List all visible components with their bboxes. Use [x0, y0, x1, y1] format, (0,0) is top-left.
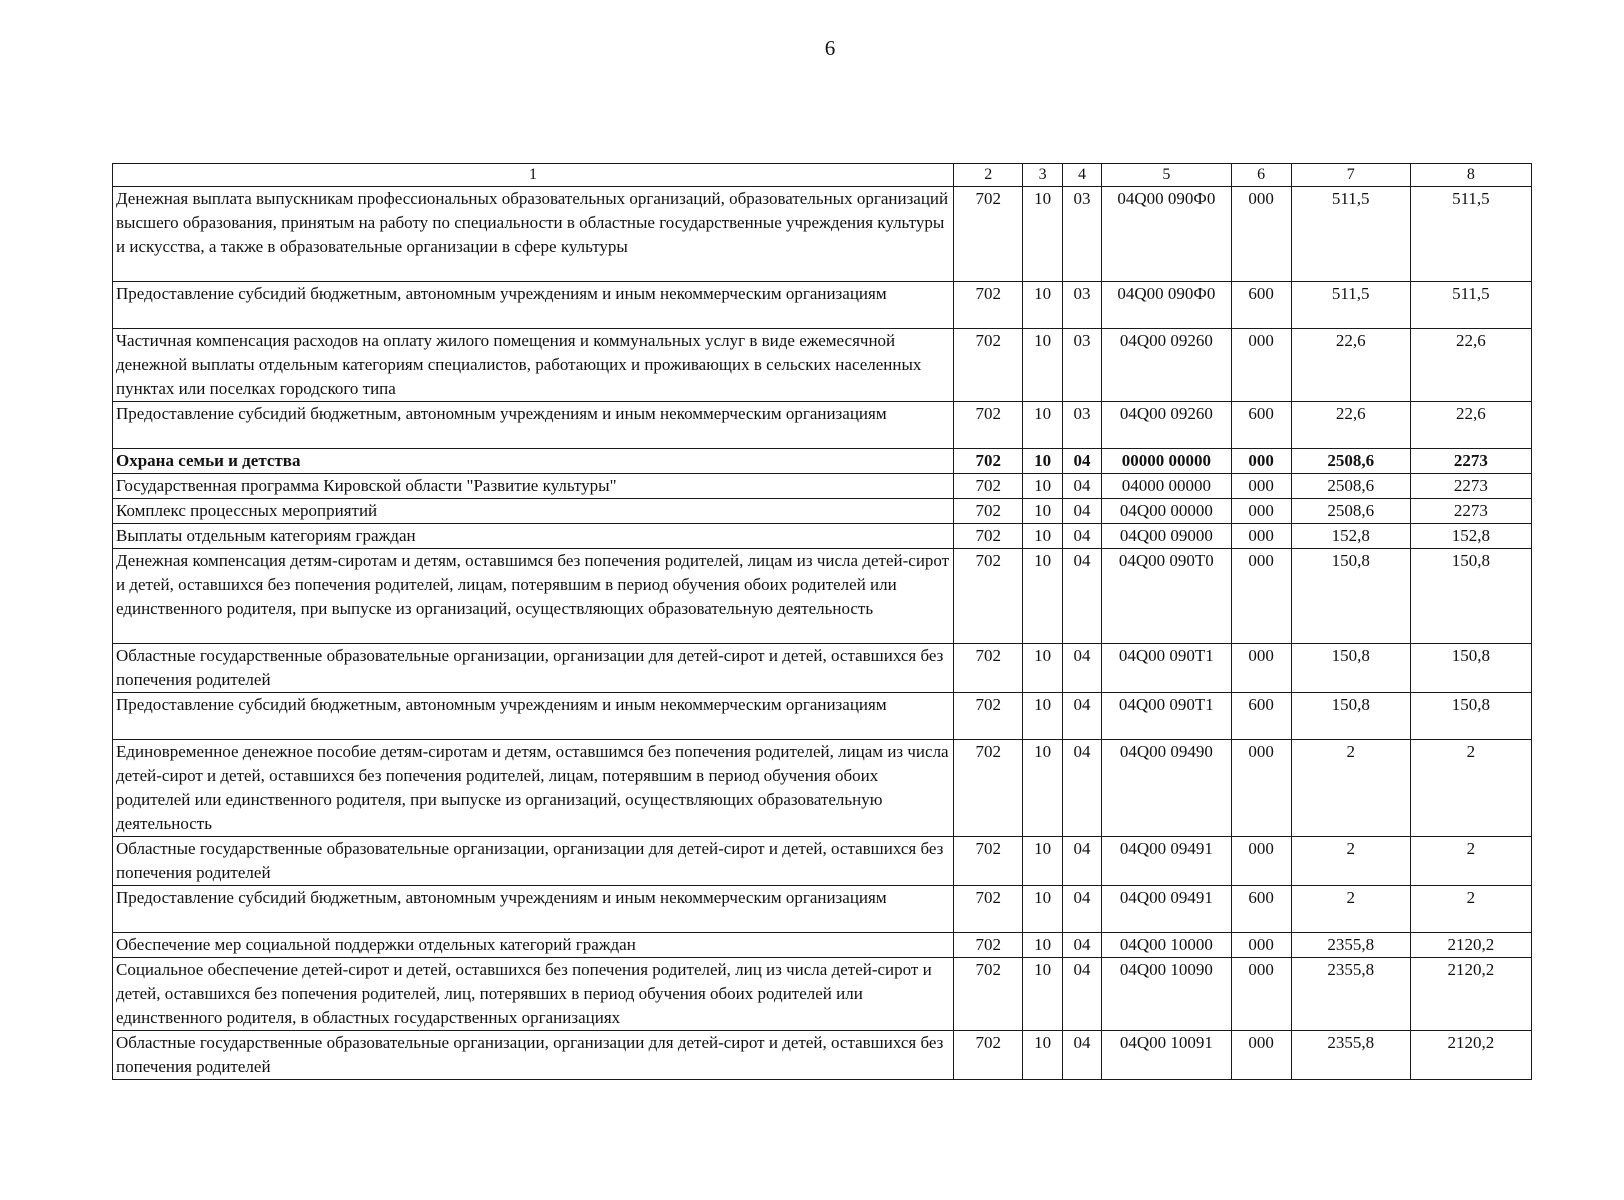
amount-col-8: 2	[1410, 886, 1531, 933]
amount-col-8: 2273	[1410, 449, 1531, 474]
amount-col-7: 511,5	[1291, 187, 1410, 282]
col-4-value: 04	[1062, 644, 1101, 693]
amount-col-7: 2508,6	[1291, 474, 1410, 499]
amount-col-8: 150,8	[1410, 644, 1531, 693]
item-name: Областные государственные образовательные организации, организации для детей-сирот и детей, оставшихся без попечения родителей	[113, 1031, 954, 1080]
item-name: Предоставление субсидий бюджетным, автономным учреждениям и иным некоммерческим организациям	[113, 282, 954, 329]
amount-col-8: 2120,2	[1410, 1031, 1531, 1080]
amount-col-8: 22,6	[1410, 329, 1531, 402]
amount-col-7: 511,5	[1291, 282, 1410, 329]
col-2-value: 702	[954, 958, 1023, 1031]
item-name: Денежная выплата выпускникам профессиональных образовательных организаций, образовательных организаций высшего образования, принятым на работу по специальности в областные государственные учреждения культуры и искусства, а также в образовательные организации в сфере культуры	[113, 187, 954, 282]
col-3-value: 10	[1023, 449, 1062, 474]
amount-col-8: 152,8	[1410, 524, 1531, 549]
col-2-value: 702	[954, 644, 1023, 693]
table-row	[113, 644, 1532, 693]
code-value: 04Q00 09000	[1102, 524, 1231, 549]
col-3-value: 10	[1023, 644, 1062, 693]
col-6-value: 000	[1231, 933, 1291, 958]
col-2-value: 702	[954, 187, 1023, 282]
col-2-value: 702	[954, 1031, 1023, 1080]
item-name: Выплаты отдельным категориям граждан	[113, 524, 954, 549]
table-body	[113, 164, 1532, 1080]
col-4-value: 04	[1062, 499, 1101, 524]
col-2-value: 702	[954, 329, 1023, 402]
col-4-value: 04	[1062, 886, 1101, 933]
code-value: 04Q00 090Ф0	[1102, 187, 1231, 282]
code-value: 04Q00 10090	[1102, 958, 1231, 1031]
col-4-value: 04	[1062, 524, 1101, 549]
item-name: Обеспечение мер социальной поддержки отдельных категорий граждан	[113, 933, 954, 958]
column-header-5: 5	[1102, 164, 1231, 187]
amount-col-8: 2273	[1410, 499, 1531, 524]
col-2-value: 702	[954, 549, 1023, 644]
amount-col-7: 150,8	[1291, 549, 1410, 644]
table-row	[113, 474, 1532, 499]
col-2-value: 702	[954, 740, 1023, 837]
col-3-value: 10	[1023, 1031, 1062, 1080]
col-2-value: 702	[954, 402, 1023, 449]
amount-col-7: 2	[1291, 886, 1410, 933]
code-value: 04Q00 00000	[1102, 499, 1231, 524]
code-value: 04Q00 10000	[1102, 933, 1231, 958]
col-4-value: 03	[1062, 282, 1101, 329]
col-4-value: 04	[1062, 1031, 1101, 1080]
column-header-row	[113, 164, 1532, 187]
code-value: 04Q00 09490	[1102, 740, 1231, 837]
table-row	[113, 549, 1532, 644]
table-row	[113, 693, 1532, 740]
table-row	[113, 958, 1532, 1031]
col-4-value: 04	[1062, 474, 1101, 499]
col-6-value: 000	[1231, 740, 1291, 837]
amount-col-8: 2	[1410, 740, 1531, 837]
column-header-3: 3	[1023, 164, 1062, 187]
col-2-value: 702	[954, 282, 1023, 329]
col-6-value: 000	[1231, 958, 1291, 1031]
col-4-value: 04	[1062, 449, 1101, 474]
col-4-value: 03	[1062, 402, 1101, 449]
amount-col-7: 2355,8	[1291, 933, 1410, 958]
col-4-value: 04	[1062, 933, 1101, 958]
col-4-value: 04	[1062, 958, 1101, 1031]
column-header-6: 6	[1231, 164, 1291, 187]
item-name: Областные государственные образовательные организации, организации для детей-сирот и детей, оставшихся без попечения родителей	[113, 644, 954, 693]
col-6-value: 000	[1231, 499, 1291, 524]
amount-col-7: 2	[1291, 837, 1410, 886]
item-name: Предоставление субсидий бюджетным, автономным учреждениям и иным некоммерческим организациям	[113, 886, 954, 933]
amount-col-7: 2355,8	[1291, 958, 1410, 1031]
col-6-value: 000	[1231, 837, 1291, 886]
amount-col-7: 2355,8	[1291, 1031, 1410, 1080]
code-value: 04Q00 09491	[1102, 886, 1231, 933]
table-row	[113, 187, 1532, 282]
col-6-value: 000	[1231, 449, 1291, 474]
col-3-value: 10	[1023, 693, 1062, 740]
code-value: 04Q00 10091	[1102, 1031, 1231, 1080]
col-4-value: 04	[1062, 837, 1101, 886]
item-name: Социальное обеспечение детей-сирот и детей, оставшихся без попечения родителей, лиц из числа детей-сирот и детей, оставшихся без попечения родителей, лиц, потерявших в период обучения обоих родителей или единственного родителя, в областных государственных организациях	[113, 958, 954, 1031]
col-3-value: 10	[1023, 474, 1062, 499]
col-3-value: 10	[1023, 837, 1062, 886]
code-value: 04Q00 09260	[1102, 402, 1231, 449]
amount-col-8: 511,5	[1410, 282, 1531, 329]
col-3-value: 10	[1023, 499, 1062, 524]
col-6-value: 600	[1231, 886, 1291, 933]
amount-col-7: 152,8	[1291, 524, 1410, 549]
code-value: 04Q00 090T0	[1102, 549, 1231, 644]
col-6-value: 600	[1231, 282, 1291, 329]
amount-col-8: 2120,2	[1410, 958, 1531, 1031]
budget-table	[112, 163, 1532, 1080]
col-3-value: 10	[1023, 958, 1062, 1031]
column-header-4: 4	[1062, 164, 1101, 187]
col-6-value: 000	[1231, 524, 1291, 549]
column-header-8: 8	[1410, 164, 1531, 187]
code-value: 04Q00 090T1	[1102, 693, 1231, 740]
code-value: 04000 00000	[1102, 474, 1231, 499]
amount-col-8: 150,8	[1410, 693, 1531, 740]
amount-col-8: 22,6	[1410, 402, 1531, 449]
amount-col-7: 2508,6	[1291, 499, 1410, 524]
item-name: Охрана семьи и детства	[113, 449, 954, 474]
col-2-value: 702	[954, 837, 1023, 886]
table-row	[113, 402, 1532, 449]
table-row	[113, 837, 1532, 886]
col-2-value: 702	[954, 933, 1023, 958]
amount-col-7: 150,8	[1291, 693, 1410, 740]
col-3-value: 10	[1023, 329, 1062, 402]
table-row	[113, 499, 1532, 524]
amount-col-7: 2508,6	[1291, 449, 1410, 474]
col-2-value: 702	[954, 693, 1023, 740]
col-6-value: 600	[1231, 402, 1291, 449]
code-value: 04Q00 09260	[1102, 329, 1231, 402]
col-6-value: 000	[1231, 1031, 1291, 1080]
col-3-value: 10	[1023, 187, 1062, 282]
amount-col-7: 2	[1291, 740, 1410, 837]
col-6-value: 000	[1231, 329, 1291, 402]
col-2-value: 702	[954, 449, 1023, 474]
amount-col-8: 150,8	[1410, 549, 1531, 644]
amount-col-7: 22,6	[1291, 329, 1410, 402]
page-number: 6	[824, 36, 836, 60]
table-row	[113, 1031, 1532, 1080]
col-4-value: 03	[1062, 329, 1101, 402]
col-4-value: 04	[1062, 740, 1101, 837]
amount-col-8: 511,5	[1410, 187, 1531, 282]
item-name: Государственная программа Кировской области "Развитие культуры"	[113, 474, 954, 499]
code-value: 04Q00 09491	[1102, 837, 1231, 886]
table-row	[113, 282, 1532, 329]
column-header-1: 1	[113, 164, 954, 187]
col-4-value: 03	[1062, 187, 1101, 282]
item-name: Областные государственные образовательные организации, организации для детей-сирот и детей, оставшихся без попечения родителей	[113, 837, 954, 886]
col-2-value: 702	[954, 499, 1023, 524]
column-header-2: 2	[954, 164, 1023, 187]
col-3-value: 10	[1023, 402, 1062, 449]
item-name: Предоставление субсидий бюджетным, автономным учреждениям и иным некоммерческим организациям	[113, 402, 954, 449]
table-row	[113, 524, 1532, 549]
table-row	[113, 449, 1532, 474]
col-3-value: 10	[1023, 549, 1062, 644]
col-6-value: 600	[1231, 693, 1291, 740]
col-4-value: 04	[1062, 549, 1101, 644]
col-2-value: 702	[954, 886, 1023, 933]
amount-col-8: 2	[1410, 837, 1531, 886]
table-row	[113, 740, 1532, 837]
item-name: Денежная компенсация детям-сиротам и детям, оставшимся без попечения родителей, лицам из числа детей-сирот и детей, оставшихся без попечения родителей, лицам, потерявшим в период обучения обоих родителей или единственного родителя, при выпуске из организаций, осуществляющих образовательную деятельность	[113, 549, 954, 644]
table-row	[113, 329, 1532, 402]
amount-col-8: 2120,2	[1410, 933, 1531, 958]
column-header-7: 7	[1291, 164, 1410, 187]
code-value: 04Q00 090Ф0	[1102, 282, 1231, 329]
col-3-value: 10	[1023, 282, 1062, 329]
item-name: Частичная компенсация расходов на оплату жилого помещения и коммунальных услуг в виде ежемесячной денежной выплаты отдельным категориям специалистов, работающих и проживающих в сельских населенных пунктах или поселках городского типа	[113, 329, 954, 402]
amount-col-7: 22,6	[1291, 402, 1410, 449]
col-3-value: 10	[1023, 524, 1062, 549]
col-6-value: 000	[1231, 474, 1291, 499]
col-6-value: 000	[1231, 644, 1291, 693]
col-3-value: 10	[1023, 933, 1062, 958]
amount-col-8: 2273	[1410, 474, 1531, 499]
code-value: 00000 00000	[1102, 449, 1231, 474]
col-2-value: 702	[954, 474, 1023, 499]
col-6-value: 000	[1231, 549, 1291, 644]
col-3-value: 10	[1023, 740, 1062, 837]
col-3-value: 10	[1023, 886, 1062, 933]
col-6-value: 000	[1231, 187, 1291, 282]
item-name: Единовременное денежное пособие детям-сиротам и детям, оставшимся без попечения родителей, лицам из числа детей-сирот и детей, оставшихся без попечения родителей, лицам, потерявшим в период обучения обоих родителей или единственного родителя, при выпуске из организаций, осуществляющих образовательную деятельность	[113, 740, 954, 837]
table-row	[113, 933, 1532, 958]
col-4-value: 04	[1062, 693, 1101, 740]
col-2-value: 702	[954, 524, 1023, 549]
item-name: Предоставление субсидий бюджетным, автономным учреждениям и иным некоммерческим организациям	[113, 693, 954, 740]
table-row	[113, 886, 1532, 933]
amount-col-7: 150,8	[1291, 644, 1410, 693]
code-value: 04Q00 090T1	[1102, 644, 1231, 693]
item-name: Комплекс процессных мероприятий	[113, 499, 954, 524]
